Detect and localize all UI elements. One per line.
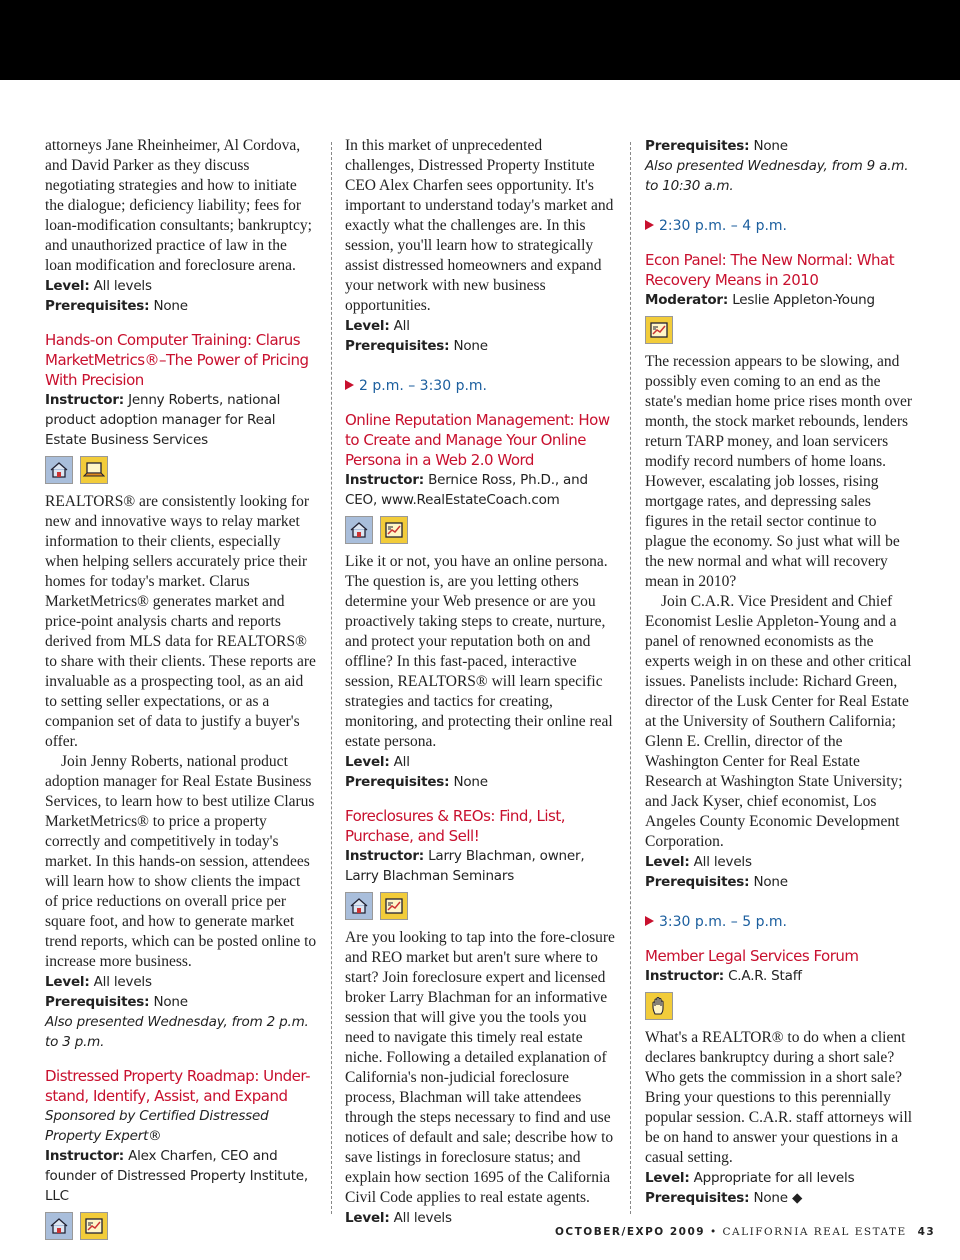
hand-icon (645, 992, 673, 1020)
continued-description: In this market of unprecedented challenges, Distressed Property Institute CEO Alex Charfen sees opportunity. It's important to understand today's market and exactly what the challenges are. In this session, you'll learn how to strategically assist distressed homeowners and expand your network with new business opportunities. (345, 137, 614, 314)
session-title: Member Legal Services Forum (645, 947, 859, 965)
session-description: The recession appears to be slowing, and possibly even coming to an end as the state's median home price rises month over month, the stock market rebounds, lenders return TARP money, and loan servicers modify record numbers of home loans. However, escalating job losses, rising mortgage rates, and depressing sales figures in the retail sector continue to plague the economy. So just what will be the new normal and what will recovery mean in 2010? (645, 353, 913, 590)
session-title: Online Reputation Management: How to Create and Manage Your Online Persona in a Web 2.0 Word (345, 411, 610, 469)
column-2 (345, 136, 615, 1228)
instructor-line: Instructor: C.A.R. Staff (645, 968, 802, 984)
level-line: Level: All (345, 754, 410, 770)
top-black-band (0, 0, 960, 80)
session-title: Distressed Property Roadmap: Under-stand, Identify, Assist, and Expand (45, 1067, 311, 1105)
chart-icon (380, 892, 408, 920)
prerequisites-line: Prerequisites: None (345, 338, 488, 354)
house-icon (45, 1212, 73, 1240)
session-icons (345, 516, 615, 544)
level-line: Level: All levels (45, 278, 152, 294)
house-icon (345, 516, 373, 544)
triangle-bullet-icon (645, 916, 654, 926)
page-footer (555, 1226, 936, 1242)
session-description: Join C.A.R. Vice President and Chief Economist Leslie Appleton-Young and a panel of renowned economists as the experts weigh in on these and other critical issues. Panelists include: Richard Green, director of the Lusk Center for Real Estate at the University of Southern California; Glenn E. Crellin, director of the Washington Center for Real Estate Research at Washington State University; and Jack Kyser, chief economist, Los Angeles County Economic Development Corporation. (645, 593, 912, 850)
column-3 (645, 136, 913, 1208)
column-divider (331, 142, 332, 1214)
instructor-line: Instructor: Alex Charfen, CEO and founder of Distressed Property Institute, LLC (45, 1148, 308, 1204)
sponsor-line: Sponsored by Certified Distressed Property Expert® (45, 1108, 269, 1144)
level-line: Level: Appropriate for all levels (645, 1170, 855, 1186)
house-icon (345, 892, 373, 920)
also-presented-note: Also presented Wednesday, from 9 a.m. to 10:30 a.m. (645, 158, 909, 194)
time-slot-heading: 2:30 p.m. – 4 p.m. (645, 216, 913, 236)
session-description: Join Jenny Roberts, national product adoption manager for Real Estate Business Services, to learn how to best utilize Clarus MarketMetrics® to price a property correctly and competitively in today's market. In this hands-on session, attendees will learn how to show clients the impact of price reductions on overall price per square foot, and how to generate market trend reports, which can be posted online to increase more business. (45, 753, 317, 970)
publication-name: CALIFORNIA REAL ESTATE (722, 1226, 907, 1238)
prerequisites-line: Prerequisites: None (645, 138, 788, 154)
laptop-icon (80, 456, 108, 484)
also-presented-note: Also presented Wednesday, from 2 p.m. to 3 p.m. (45, 1014, 309, 1050)
chart-icon (380, 516, 408, 544)
instructor-line: Instructor: Larry Blachman, owner, Larry Blachman Seminars (345, 848, 585, 884)
house-icon (45, 456, 73, 484)
session-icons (645, 992, 913, 1020)
level-line: Level: All levels (645, 854, 752, 870)
column-1 (45, 136, 317, 1248)
moderator-line: Moderator: Leslie Appleton-Young (645, 292, 875, 308)
prerequisites-line: Prerequisites: None ◆ (645, 1190, 803, 1206)
instructor-line: Instructor: Jenny Roberts, national product adoption manager for Real Estate Business Services (45, 392, 281, 448)
footer-bullet: • (709, 1226, 718, 1238)
session-title: Hands-on Computer Training: Clarus MarketMetrics®–The Power of Pricing With Precision (45, 331, 309, 389)
time-slot-heading: 3:30 p.m. – 5 p.m. (645, 912, 913, 932)
instructor-line: Instructor: Bernice Ross, Ph.D., and CEO, www.RealEstateCoach.com (345, 472, 588, 508)
chart-icon (80, 1212, 108, 1240)
session-icons (345, 892, 615, 920)
session-description: REALTORS® are consistently looking for new and innovative ways to relay market information to their clients, especially when helping sellers accurately price their homes for today's market. Clarus MarketMetrics® generates market and price-point analysis charts and reports derived from MLS data for REALTORS® to share with their clients. These reports are invaluable as a prospecting tool, as an aid to setting seller expectations, or as a companion set of data to justify a buyer's offer. (45, 493, 316, 750)
level-line: Level: All (345, 318, 410, 334)
level-line: Level: All levels (345, 1210, 452, 1226)
session-description: What's a REALTOR® to do when a client declares bankruptcy during a short sale? Who gets the commission in a short sale? Bring your questions to this perennially popular session. C.A.R. staff attorneys will be on hand to answer your questions in a casual setting. (645, 1029, 913, 1166)
prerequisites-line: Prerequisites: None (645, 874, 788, 890)
chart-icon (645, 316, 673, 344)
continued-description: attorneys Jane Rheinheimer, Al Cordova, and David Parker as they discuss negotiating strategies and how to initiate the dialogue; deficiency liability; fees for loan-modification consultants; bankruptcy; and unauthorized practice of law in the loan modification and foreclosure arena. (45, 137, 312, 274)
session-title: Foreclosures & REOs: Find, List, Purchase, and Sell! (345, 807, 565, 845)
session-title: Econ Panel: The New Normal: What Recovery Means in 2010 (645, 251, 895, 289)
triangle-bullet-icon (645, 220, 654, 230)
session-icons (45, 1212, 317, 1240)
prerequisites-line: Prerequisites: None (45, 298, 188, 314)
session-icons (45, 456, 317, 484)
prerequisites-line: Prerequisites: None (45, 994, 188, 1010)
session-description: Like it or not, you have an online persona. The question is, are you letting others determine your Web presence or are you proactively taking steps to create, nurture, and protect your reputation both on and offline? In this fast-paced, interactive session, REALTORS® will learn specific strategies and tactics for creating, monitoring, and protecting their online real estate persona. (345, 553, 613, 750)
session-description: Are you looking to tap into the fore-closure and REO market but aren't sure where to start? Join foreclosure expert and licensed broker Larry Blachman for an informative session that will give you the tools you need to navigate this timely real estate niche. Following a detailed explanation of California's non-judicial foreclosure process, Blachman will take attendees through the steps necessary to find and use notices of default and sale; describe how to save listings in foreclosure status; and explain how section 1695 of the California Civil Code applies to real estate agents. (345, 929, 615, 1206)
prerequisites-line: Prerequisites: None (345, 774, 488, 790)
level-line: Level: All levels (45, 974, 152, 990)
column-divider (630, 142, 631, 1214)
triangle-bullet-icon (345, 380, 354, 390)
time-slot-heading: 2 p.m. – 3:30 p.m. (345, 376, 615, 396)
page-number: 43 (917, 1226, 936, 1238)
session-icons (645, 316, 913, 344)
issue-label: OCTOBER/EXPO 2009 (555, 1226, 706, 1238)
